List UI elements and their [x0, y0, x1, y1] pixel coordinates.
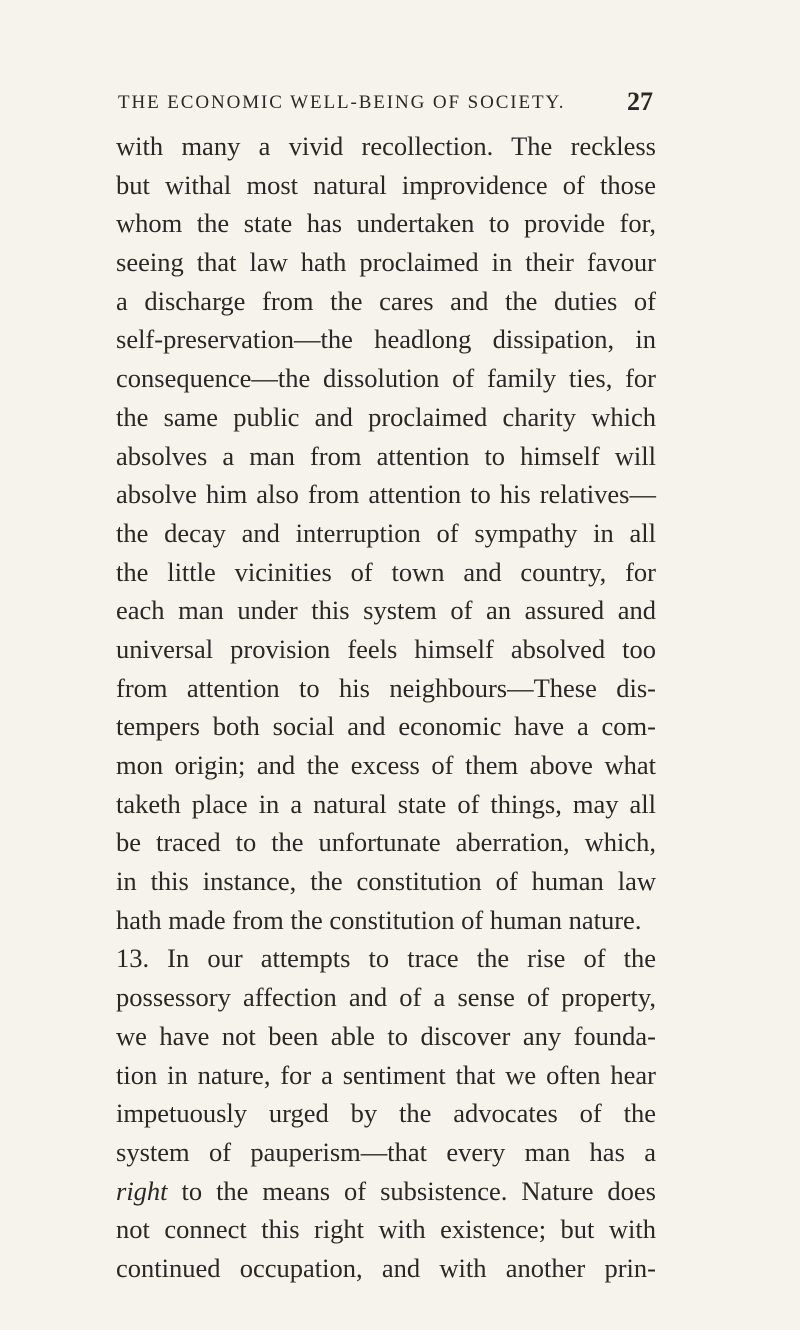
text-line: from attention to his neighbours—These dis-	[116, 672, 656, 703]
text-line: impetuously urged by the advocates of the	[116, 1098, 656, 1129]
section-number-line: 13. In our attempts to trace the rise of the	[116, 943, 656, 974]
text-line: taketh place in a natural state of things, may all	[116, 788, 656, 819]
text-line: not connect this right with existence; but with	[116, 1214, 656, 1245]
text-line: absolves a man from attention to himself will	[116, 440, 656, 471]
italic-word: right	[116, 1175, 168, 1206]
text-line: seeing that law hath proclaimed in their favour	[116, 247, 656, 278]
text-segment: to the means of subsistence. Nature does	[167, 1175, 656, 1206]
text-line: the same public and proclaimed charity which	[116, 401, 656, 432]
text-line: self-preservation—the headlong dissipation, in	[116, 324, 656, 355]
text-line: the little vicinities of town and country, for	[116, 556, 656, 587]
text-line: be traced to the unfortunate aberration, which,	[116, 827, 656, 858]
text-line: continued occupation, and with another prin-	[116, 1252, 656, 1283]
text-line: but withal most natural improvidence of those	[116, 169, 656, 200]
paragraph-end-line: hath made from the constitution of human nature.	[116, 904, 642, 935]
text-line: we have not been able to discover any founda-	[116, 1020, 656, 1051]
text-line: the decay and interruption of sympathy in all	[116, 517, 656, 548]
page-number: 27	[627, 87, 653, 116]
text-line: mon origin; and the excess of them above what	[116, 750, 656, 780]
text-line: tion in nature, for a sentiment that we often hear	[116, 1059, 656, 1090]
text-line: each man under this system of an assured and	[116, 595, 656, 626]
body-text	[116, 127, 656, 1288]
text-line-with-italic	[116, 1172, 656, 1211]
text-line: possessory affection and of a sense of property,	[116, 982, 656, 1013]
text-line: tempers both social and economic have a com-	[116, 711, 656, 742]
text-line: with many a vivid recollection. The reckless	[116, 131, 656, 161]
text-line: consequence—the dissolution of family ties, for	[116, 363, 656, 394]
text-line: whom the state has undertaken to provide for,	[116, 208, 656, 239]
text-line: system of pauperism—that every man has a	[116, 1136, 656, 1167]
text-line: in this instance, the constitution of human law	[116, 866, 656, 897]
text-line: absolve him also from attention to his relatives—	[116, 479, 656, 510]
running-title: THE ECONOMIC WELL-BEING OF SOCIETY.	[118, 92, 566, 113]
running-head	[118, 87, 653, 116]
text-line: universal provision feels himself absolved too	[116, 633, 656, 664]
text-line: a discharge from the cares and the duties of	[116, 285, 656, 316]
